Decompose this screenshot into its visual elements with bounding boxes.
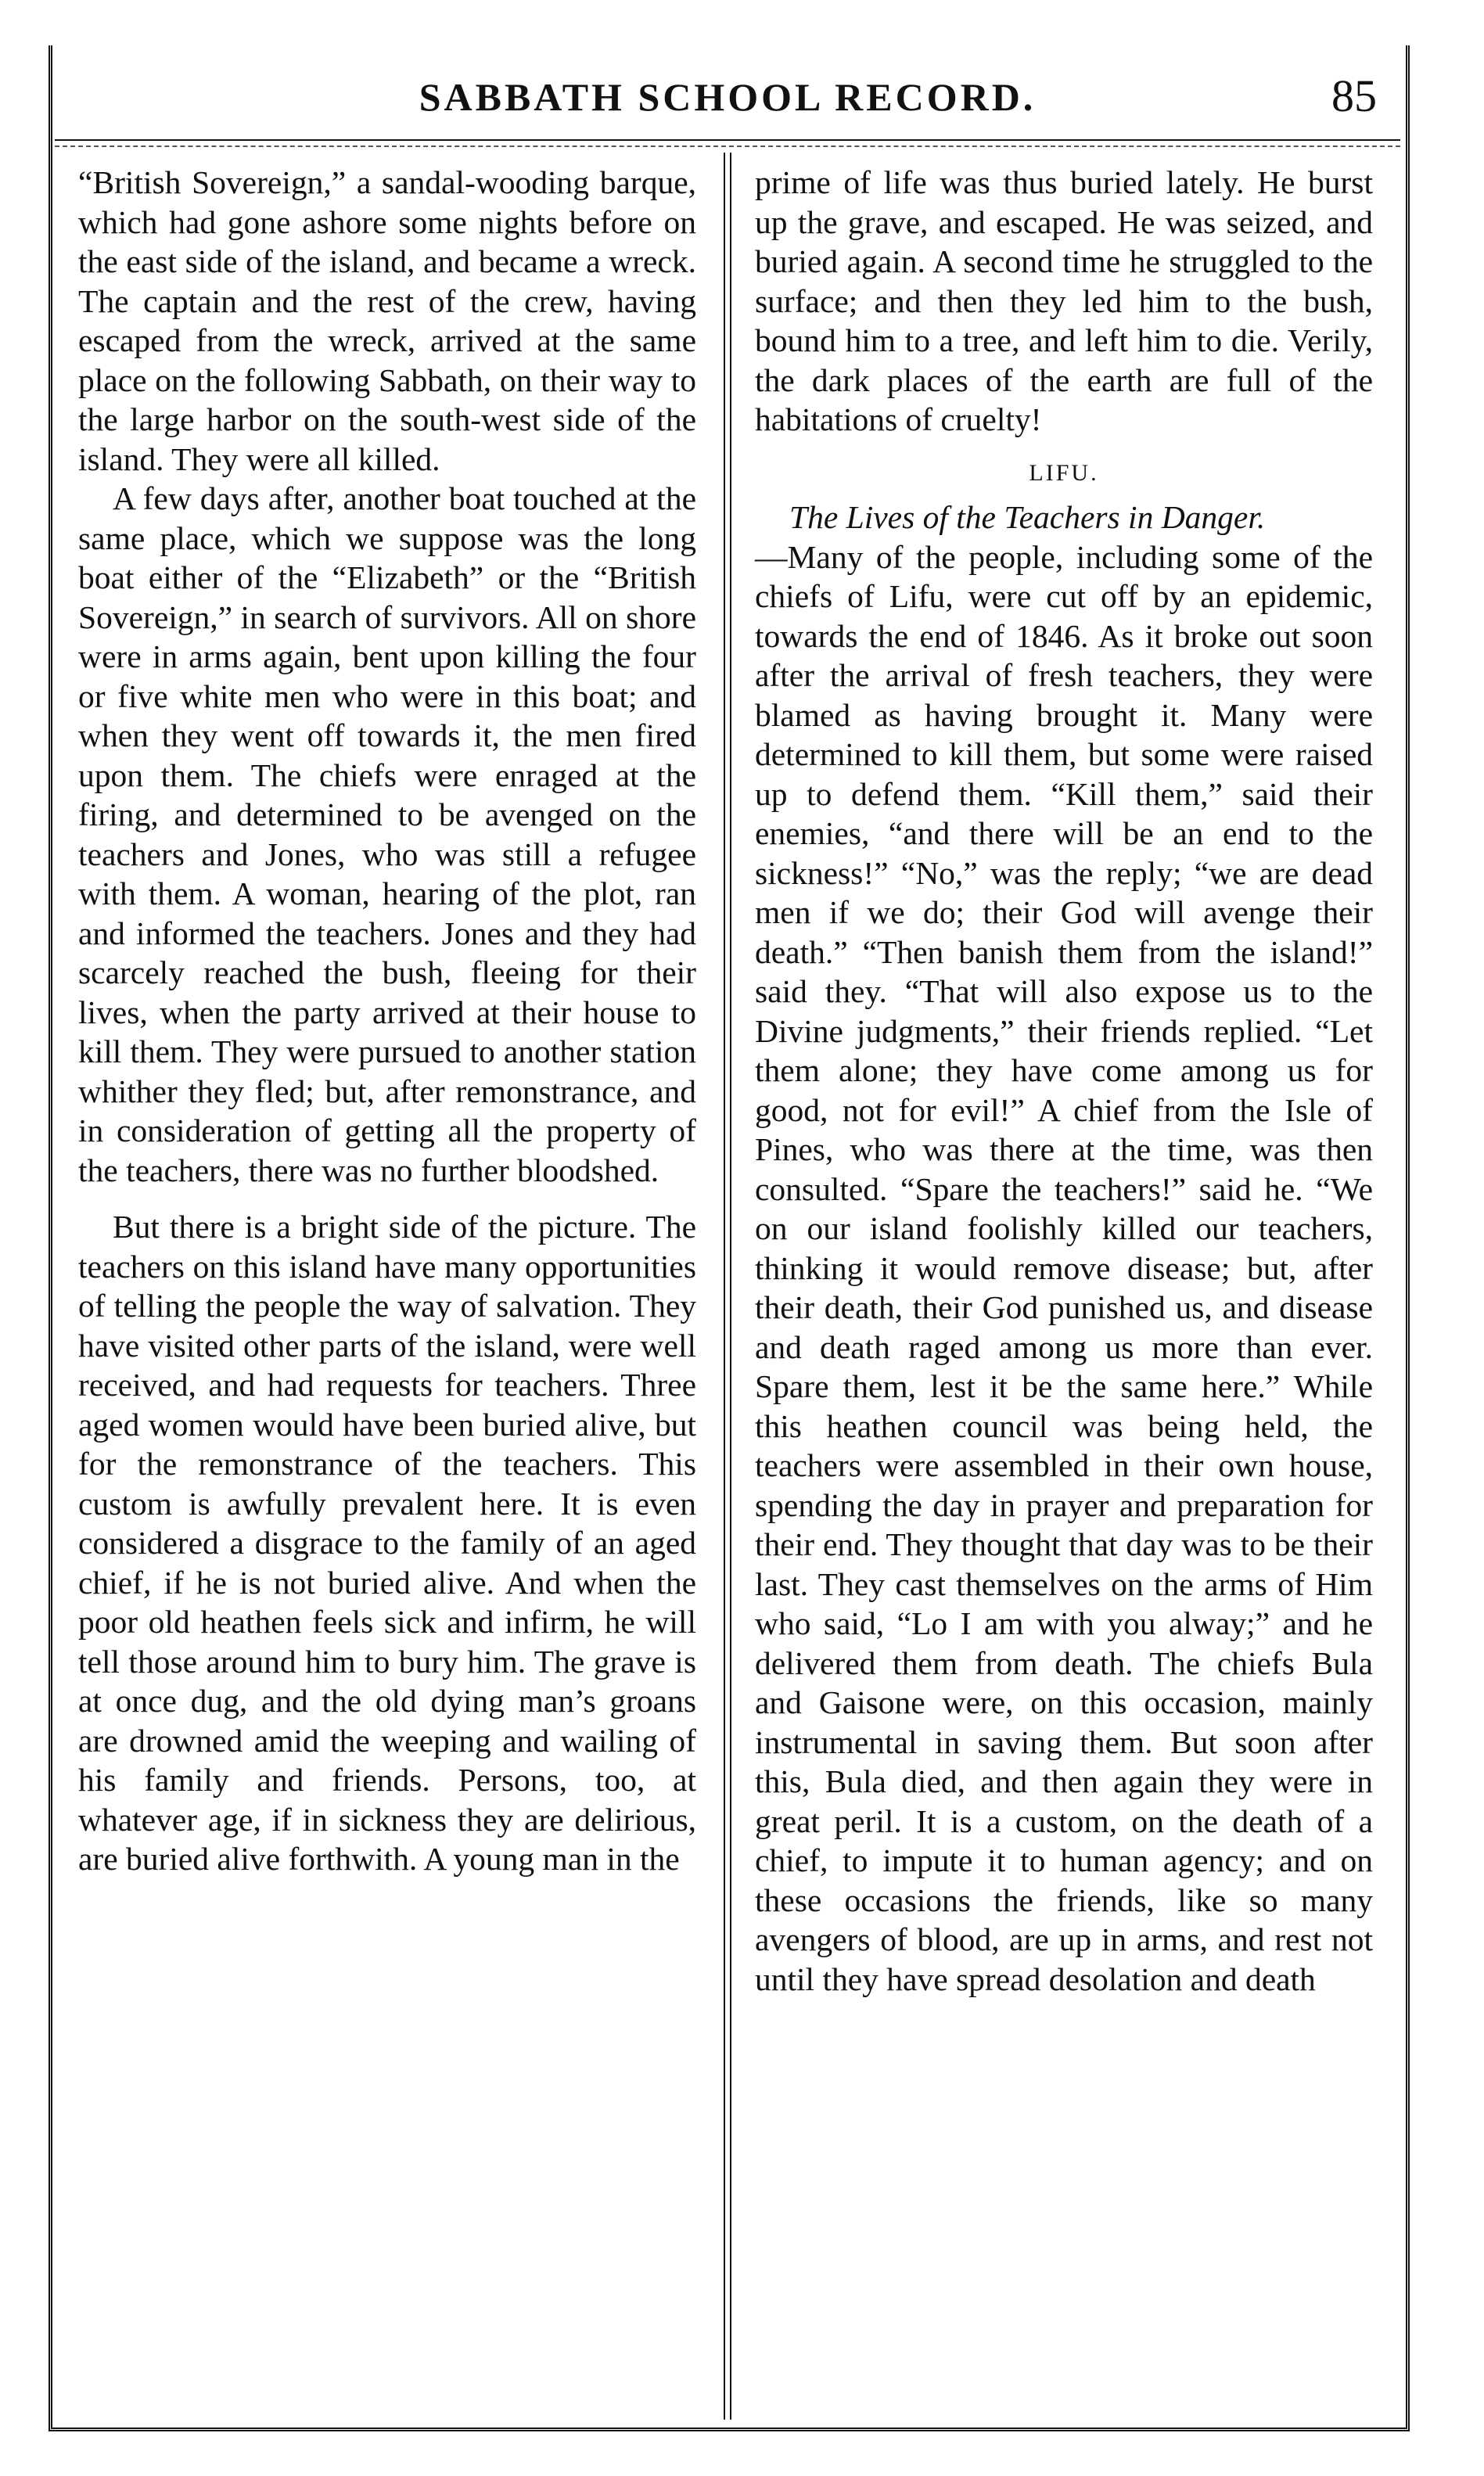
page-number: 85 [1331,70,1377,121]
paragraph: A few days after, another boat touched at the same place, which we suppose was the long boat either of the “Elizabeth” or the “British Sovereign,” in search of survivors. All on shore were in arms again, bent upon killing the four or five white men who were in this boat; and when they went off towards it, the men fired upon them. The chiefs were enraged at the firing, and determined to be avenged on the teachers and Jones, who was still a refugee with them. A woman, hearing of the plot, ran and informed the teachers. Jones and they had scarcely reached the bush, fleeing for their lives, when the party arrived at their house to kill them. They were pursued to another station whither they fled; but, after remonstrance, and in consideration of getting all the property of the teachers, there was no further bloodshed. [78,480,696,1188]
paragraph [755,498,1373,1999]
header-rule [55,139,1400,147]
paragraph: prime of life was thus buried lately. He burst up the grave, and escaped. He was seized, and buried again. A second time he struggled to the surface; and then they led him to the bush, bound him to a tree, and left him to die. Verily, the dark places of the earth are full of the habitations of cruelty! [755,164,1373,437]
running-title: SABBATH SCHOOL RECORD. [419,75,1037,119]
running-header [55,66,1400,137]
paragraph: But there is a bright side of the picture. The teachers on this island have many opportunities of telling the people the way of salvation. They have visited other parts of the island, were well received, and had requests for teachers. Three aged women would have been buried alive, but for the remonstrance of the teachers. This custom is awfully prevalent here. It is even considered a disgrace to the family of an aged chief, if he is not buried alive. And when the poor old heathen feels sick and infirm, he will tell those around him to bury him. The grave is at once dug, and the old dying man’s groans are drowned amid the weeping and wailing of his family and friends. Persons, too, at whatever age, if in sickness they are delirious, are buried alive forthwith. A young man in the [78,1209,696,1877]
left-column [78,163,696,1879]
article-text: —Many of the people, including some of the chiefs of Lifu, were cut off by an epidemic, towards the end of 1846. As it broke out soon after the arrival of fresh teachers, they were blamed as having brought it. Many were determined to kill them, but some were raised up to defend them. “Kill them,” said their enemies, “and there will be an end to the sickness!” “No,” was the reply; “we are dead men if we do; their God will avenge their death.” “Then banish them from the island!” said they. “That will also expose us to the Divine judgments,” their friends replied. “Let them alone; they have come among us for good, not for evil!” A chief from the Isle of Pines, who was there at the time, was then consulted. “Spare the teachers!” said he. “We on our island foolishly killed our teachers, thinking it would remove disease; but, after their death, their God punished us, and disease and death raged among us more than ever. Spare them, lest it be the same here.” While this heathen council was being held, the teachers were assembled in their own house, spending the day in prayer and preparation for their end. They thought that day was to be their last. They cast themselves on the arms of Him who said, “Lo I am with you alway;” and he delivered them from death. The chiefs Bula and Gaisone were, on this occasion, mainly instrumental in saving them. But soon after this, Bula died, and then again they were in great peril. It is a custom, on the death of a chief, to impute it to human agency; and on these occasions the friends, like so many avengers of blood, are up in arms, and rest not until they have spread desolation and death [755,538,1373,1997]
section-heading: LIFU. [1029,459,1099,486]
article-subhead: The Lives of the Teachers in Danger. [789,499,1266,535]
paragraph: “British Sovereign,” a sandal-wooding barque, which had gone ashore some nights before on the east side of the island, and became a wreck. The captain and the rest of the crew, having escaped from the wreck, arrived at the same place on the following Sabbath, on their way to the large harbor on the south-west side of the island. They were all killed. [78,164,696,477]
column-divider [724,153,731,2420]
right-column [755,163,1373,1999]
